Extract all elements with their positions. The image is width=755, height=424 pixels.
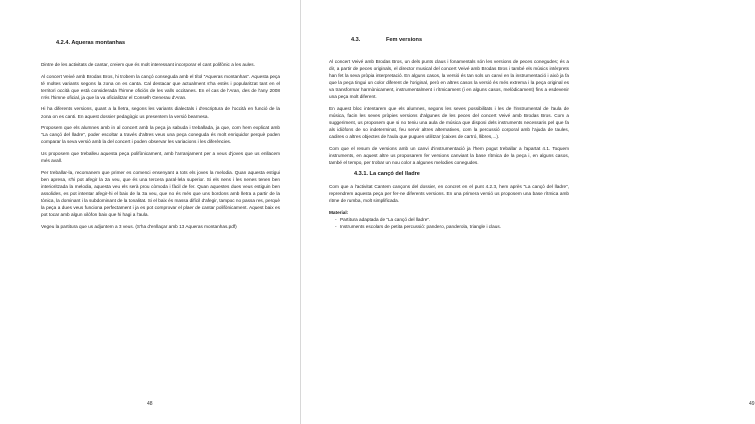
section-title: Fem versions xyxy=(386,37,423,43)
paragraph: Al concert Veivé amb Brodas Bros, un dels punts claus i fonamentals són les versions de peces conegudes; és a dir, a partir de peces originals, el director musical del concert Veivé amb Brodas Bros i també els músics intèrprets han fet la seva pròpia interpretació. En alguns casos, la versió és tan sols un canvi en la instrumentació i això ja fa que la peça tingui un color diferent de l'original, però en altres casos la versió és més extrema i la peça original es va transformar harmònicament, instrumentalment i rítmicament (i en alguns casos, melòdicament) fins a esdevenir una peça molt diferent. xyxy=(329,59,569,100)
paragraph: Us proposem que treballeu aquesta peça polifònicament, amb l'arranjament per a veus d'joves que us enllacem més avall. xyxy=(41,150,280,164)
section-heading-fem-versions xyxy=(329,37,569,44)
section-heading-aqueras-montanhas: 4.2.4. Aqueras montanhas xyxy=(56,40,126,46)
paragraph: Al concert Veivé amb Brodas Bros, hi trobem la cançó conseguda amb el títol “Aqueras montanhas”. Aquesta peça té moltes variants segons la zona on es canta. Cal destacar que actualment s'ha estès i popularitzat tant en el territori occità que està considerada l'himne oficiós de les valls occitanes. En el cas de l'Aran, des de l'any 2008 n'és l'himne oficial, ja que la va oficialitzar el Conselh Generau d'Aran. xyxy=(41,73,280,100)
material-list xyxy=(329,216,569,230)
paragraph: Proposem que els alumnes amb in al concert amb la peça ja sabuda i treballada, ja que, com hem explicat amb “La cançó del lladre”, poder escoltar a través d'altres veus una peça coneguda és molt enriquidor perquè poden comparar la seva versió amb la del concert i poden observar les variacions i les diferències. xyxy=(41,125,280,145)
right-page xyxy=(300,0,755,424)
paragraph: Per treballar-la, recomanem que primer es comenci ensenyant a tots els joves la melodia. Quan aquesta estigui ben apresa, s'hi pot afegir la 2a veu, que és una tercera paral·lela superior. Si els nens i les nenes tenen ben interioritzada la melodia, aquesta veu els serà prou còmoda i fàcil de fer. Quan aquestes dues veus estiguin ben assolides, es pot intentar afegir-hi el baix de la 3a veu, que no és més que uns bordons amb lletra a partir de la tònica, la dominant i la subdominant de la tonalitat. Si el baix és massa difícil d'afegir, tampoc no passa res, perquè la peça a dues veus funciona perfectament i ja es pot comprovar el plaer de cantar polifònicament. Aquest baix es pot tocar amb algun xilòfon baix que hi hagi a l'aula. xyxy=(41,169,280,218)
paragraph: En aquest bloc intentarem que els alumnes, segons les seves possibilitats i les de l'instrumental de l'aula de música, facin les seves pròpies versions d'algunes de les peces del concert Veivé amb Brodas Bros. Com a suggeriment, us proposem que si no teniu una aula de música que disposi dels instruments necessaris pel que fa als idiòfons de so indeterminat, feu servir altres alternatives, com la percussió corporal amb l'ajuda de taules, cadires o altres objectes de l'aula que puguen utilitzar (caixes de cartró, llibres,...). xyxy=(329,106,569,140)
paragraph: Com que a l'activitat Cantem cançons del dossier, en concret en el punt 4.2.3, hem après “La cançó del lladre”, reprendrem aquesta peça per fer-ne diferents versions. En una primera versió us proposem una base rítmica amb ritme de rumba, molt simplificada. xyxy=(329,183,569,203)
list-item: - Instruments escolars de petita percussió: pandero, panderola, triangle i claus. xyxy=(335,223,569,230)
list-item: - Partitura adaptada de “La cançó del lladre”. xyxy=(335,216,569,223)
left-page xyxy=(0,0,300,424)
subsection-heading-canco-del-lladre: 4.3.1. La cançó del lladre xyxy=(354,170,420,177)
page-number-right: 49 xyxy=(749,401,755,407)
left-body xyxy=(41,61,280,230)
paragraph: Vegeu la partitura que us adjuntem a 3 veus. (S'ha d'enllaçar amb 13 Aqueras montanhas.pdf) xyxy=(41,223,237,229)
right-body xyxy=(329,58,569,230)
section-number: 4.3. xyxy=(351,37,361,43)
paragraph: Com que el resum de versions amb un canvi d'instrumentació ja l'hem pogut treballar a l'apartat 4.1. Toquem instruments, en aquest altre us proposarem fer versions canviant la base rítmica de la peça i, en alguns casos, també el tempo, per trobar un nou color a algunes melodies conegudes. xyxy=(329,146,569,166)
page-number-left: 48 xyxy=(147,401,153,407)
paragraph: Dintre de les activitats de cantar, creiem que és molt interessant incorporar el cant polifònic a les aules. xyxy=(41,62,255,67)
paragraph: Hi ha diferents versions, quant a la lletra, segons les variants dialectals i d'escriptura de l'occità en funció de la zona on es canti. En aquest dossier pedagògic us presentem la versió bearnesa. xyxy=(41,106,280,119)
material-label: Material: xyxy=(329,209,349,215)
